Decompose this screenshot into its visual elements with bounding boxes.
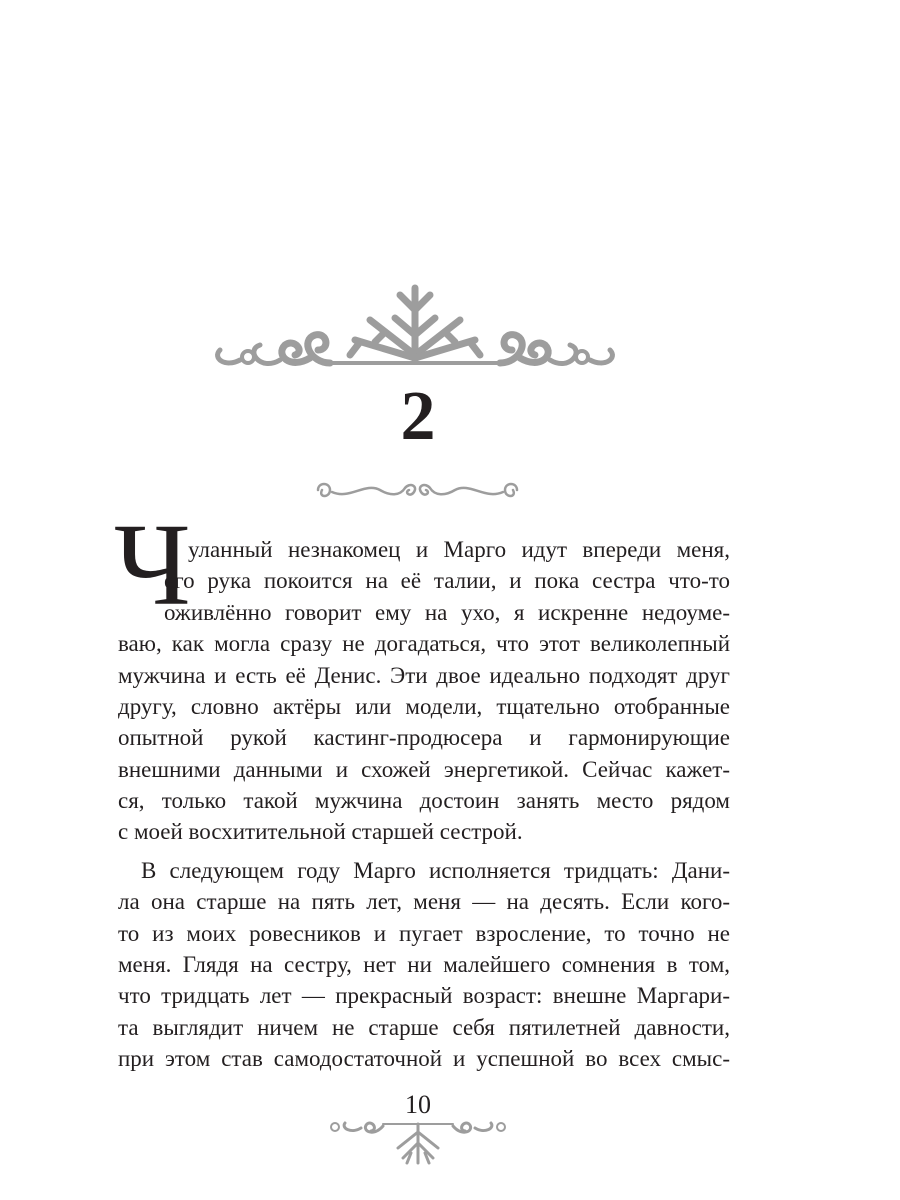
text-line: мужчина и есть её Денис. Эти двое идеально подходят друг xyxy=(118,663,730,688)
text-line: при этом став самодостаточной и успешной во всех смыс- xyxy=(118,1046,730,1071)
scroll-divider-icon xyxy=(310,478,525,503)
text-line: та выглядит ничем не старше себя пятилетней давности, xyxy=(118,1015,730,1040)
text-line: внешними данными и схожей энергетикой. Сейчас кажет- xyxy=(118,757,730,782)
text-line: В следующем году Марго исполняется тридцать: Дани- xyxy=(141,858,730,883)
text-line: что тридцать лет — прекрасный возраст: внешне Маргари- xyxy=(118,983,730,1008)
text-line: ваю, как могла сразу не догадаться, что этот великолепный xyxy=(118,631,730,656)
footer-snowflake-ornament-icon xyxy=(323,1118,513,1166)
text-line: другу, словно актёры или модели, тщательно отобранные xyxy=(118,694,730,719)
chapter-number: 2 xyxy=(400,378,436,455)
text-line: его рука покоится на её талии, и пока сестра что-то xyxy=(164,568,730,593)
text-line: опытной рукой кастинг-продюсера и гармонирующие xyxy=(118,725,730,750)
drop-cap: Ч xyxy=(114,499,191,630)
text-line: ся, только такой мужчина достоин занять место рядом xyxy=(118,788,730,813)
page-number: 10 xyxy=(405,1090,431,1119)
text-line: ла она старше на пять лет, меня — на десять. Если кого- xyxy=(118,889,730,914)
text-line: то из моих ровесников и пугает взросление, то точно не xyxy=(118,921,730,946)
text-line: меня. Глядя на сестру, нет ни малейшего сомнения в том, xyxy=(118,952,730,977)
text-line: с моей восхитительной старшей сестрой. xyxy=(118,819,523,844)
snowflake-scroll-ornament-icon xyxy=(200,280,630,375)
text-line: оживлённо говорит ему на ухо, я искренне недоуме- xyxy=(164,600,730,625)
text-line: уланный незнакомец и Марго идут впереди меня, xyxy=(188,537,730,562)
